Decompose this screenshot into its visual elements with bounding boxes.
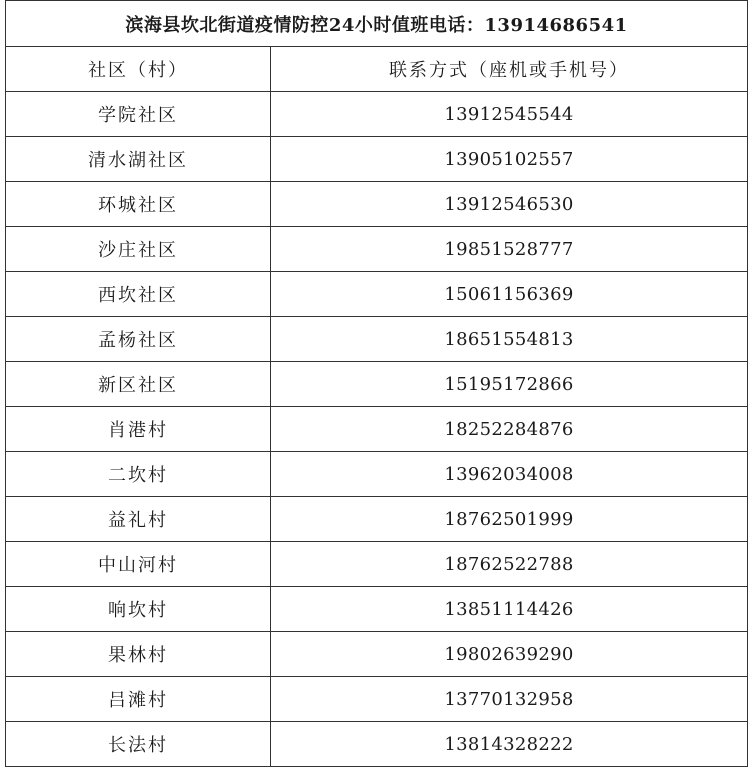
community-name-cell: 益礼村 (6, 497, 271, 542)
community-name-cell: 环城社区 (6, 182, 271, 227)
phone-number-cell: 13962034008 (271, 452, 748, 497)
community-name-cell: 响坎村 (6, 587, 271, 632)
table-title: 滨海县坎北街道疫情防控24小时值班电话：13914686541 (6, 1, 748, 47)
community-name-cell: 果林村 (6, 632, 271, 677)
column-header-phone: 联系方式（座机或手机号） (271, 47, 748, 92)
table-row (6, 542, 748, 587)
community-name-cell: 西坎社区 (6, 272, 271, 317)
table-row (6, 317, 748, 362)
phone-number-cell: 18651554813 (271, 317, 748, 362)
phone-number-cell: 18252284876 (271, 407, 748, 452)
community-name-cell: 中山河村 (6, 542, 271, 587)
phone-number-cell: 15195172866 (271, 362, 748, 407)
title-row (6, 1, 748, 47)
community-name-cell: 肖港村 (6, 407, 271, 452)
community-name-cell: 沙庄社区 (6, 227, 271, 272)
table-row (6, 452, 748, 497)
phone-number-cell: 18762501999 (271, 497, 748, 542)
table-row (6, 227, 748, 272)
phone-number-cell: 15061156369 (271, 272, 748, 317)
table-row (6, 182, 748, 227)
phone-number-cell: 13851114426 (271, 587, 748, 632)
community-name-cell: 学院社区 (6, 92, 271, 137)
table-row (6, 632, 748, 677)
table-row (6, 587, 748, 632)
table-row (6, 722, 748, 767)
community-name-cell: 新区社区 (6, 362, 271, 407)
table-row (6, 677, 748, 722)
community-name-cell: 吕滩村 (6, 677, 271, 722)
phone-number-cell: 18762522788 (271, 542, 748, 587)
community-name-cell: 孟杨社区 (6, 317, 271, 362)
phone-number-cell: 13912545544 (271, 92, 748, 137)
community-name-cell: 长法村 (6, 722, 271, 767)
phone-number-cell: 13770132958 (271, 677, 748, 722)
table-row (6, 272, 748, 317)
phone-number-cell: 19802639290 (271, 632, 748, 677)
header-row (6, 47, 748, 92)
table-row (6, 362, 748, 407)
table-row (6, 497, 748, 542)
hotline-table (5, 0, 748, 767)
community-name-cell: 清水湖社区 (6, 137, 271, 182)
phone-number-cell: 13912546530 (271, 182, 748, 227)
phone-number-cell: 13905102557 (271, 137, 748, 182)
column-header-community: 社区（村） (6, 47, 271, 92)
table-row (6, 92, 748, 137)
community-name-cell: 二坎村 (6, 452, 271, 497)
phone-number-cell: 13814328222 (271, 722, 748, 767)
phone-number-cell: 19851528777 (271, 227, 748, 272)
table-row (6, 137, 748, 182)
table-row (6, 407, 748, 452)
